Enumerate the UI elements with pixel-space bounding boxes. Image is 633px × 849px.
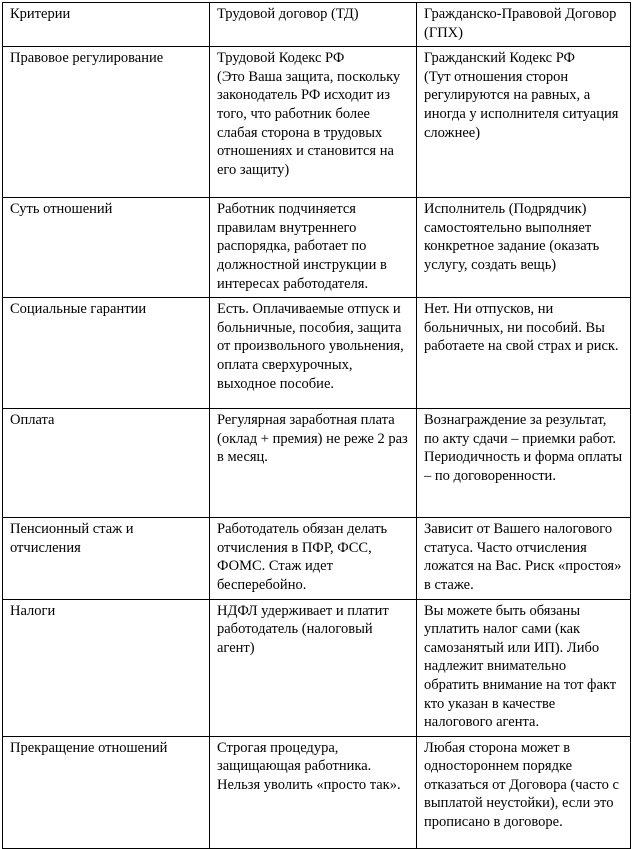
table-row — [3, 409, 631, 518]
td-cell: Строгая процедура, защищающая работника. Нельзя уволить «просто так». — [210, 736, 417, 848]
gph-cell: Вы можете быть обязаны уплатить налог сами (как самозанятый или ИП). Либо надлежит внимательно обратить внимание на тот факт кто указан в качестве налогового агента. — [417, 599, 631, 736]
header-cell-gph: Гражданско-Правовой Договор (ГПХ) — [417, 3, 631, 47]
td-cell: НДФЛ удерживает и платит работодатель (налоговый агент) — [210, 599, 417, 736]
header-row — [3, 3, 631, 47]
header-cell-criteria: Критерии — [3, 3, 210, 47]
criterion-cell: Пенсионный стаж и отчисления — [3, 518, 210, 599]
header-cell-td: Трудовой договор (ТД) — [210, 3, 417, 47]
criterion-cell: Суть отношений — [3, 198, 210, 298]
table-row — [3, 47, 631, 198]
gph-cell: Исполнитель (Подрядчик) самостоятельно выполняет конкретное задание (оказать услугу, создать вещь) — [417, 198, 631, 298]
table-row — [3, 298, 631, 409]
gph-cell: Любая сторона может в одностороннем порядке отказаться от Договора (часто с выплатой неустойки), если это прописано в договоре. — [417, 736, 631, 848]
td-cell: Регулярная заработная плата (оклад + премия) не реже 2 раз в месяц. — [210, 409, 417, 518]
table-row — [3, 198, 631, 298]
criterion-cell: Оплата — [3, 409, 210, 518]
gph-cell: Вознаграждение за результат, по акту сдачи – приемки работ. Периодичность и форма оплаты – по договоренности. — [417, 409, 631, 518]
comparison-table — [2, 2, 631, 849]
criterion-cell: Правовое регулирование — [3, 47, 210, 198]
table-row — [3, 599, 631, 736]
td-cell: Работник подчиняется правилам внутреннего распорядка, работает по должностной инструкции в интересах работодателя. — [210, 198, 417, 298]
gph-cell: Нет. Ни отпусков, ни больничных, ни пособий. Вы работаете на свой страх и риск. — [417, 298, 631, 409]
criterion-cell: Прекращение отношений — [3, 736, 210, 848]
table-row — [3, 518, 631, 599]
gph-cell: Гражданский Кодекс РФ (Тут отношения сторон регулируются на равных, а иногда у исполнителя ситуация сложнее) — [417, 47, 631, 198]
td-cell: Работодатель обязан делать отчисления в ПФР, ФСС, ФОМС. Стаж идет бесперебойно. — [210, 518, 417, 599]
gph-cell: Зависит от Вашего налогового статуса. Часто отчисления ложатся на Вас. Риск «простоя» в стаже. — [417, 518, 631, 599]
criterion-cell: Налоги — [3, 599, 210, 736]
table-row — [3, 736, 631, 848]
td-cell: Трудовой Кодекс РФ (Это Ваша защита, поскольку законодатель РФ исходит из того, что работник более слабая сторона в трудовых отношениях и становится на его защиту) — [210, 47, 417, 198]
td-cell: Есть. Оплачиваемые отпуск и больничные, пособия, защита от произвольного увольнения, оплата сверхурочных, выходное пособие. — [210, 298, 417, 409]
criterion-cell: Социальные гарантии — [3, 298, 210, 409]
